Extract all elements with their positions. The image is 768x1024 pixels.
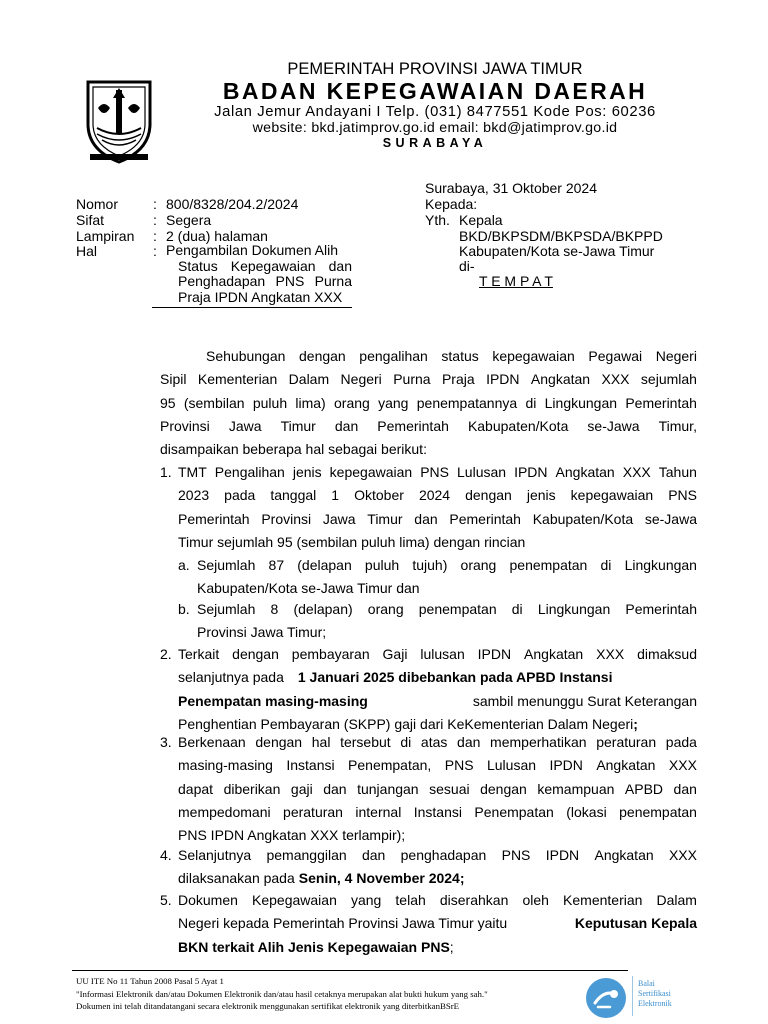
- word: peraturan: [283, 803, 343, 820]
- word: Pemerintah: [625, 601, 697, 617]
- word: penempatan: [509, 557, 588, 573]
- word: Provinsi: [160, 417, 210, 434]
- word: Dalam: [656, 892, 697, 908]
- word: Penempatan,: [348, 757, 432, 774]
- jatim-coat-of-arms-logo: [82, 78, 156, 164]
- item-1-text: [178, 461, 697, 554]
- intro-line: [160, 392, 697, 415]
- word: dan: [334, 417, 359, 434]
- word: dengan: [232, 646, 279, 662]
- item-2-text: [178, 643, 697, 736]
- word: Praja: [441, 371, 475, 388]
- word: tanggal: [270, 487, 317, 504]
- hal-word: Purna: [314, 273, 352, 289]
- word: tunjangan: [357, 780, 419, 797]
- word: puluh: [364, 557, 400, 573]
- word: orang: [367, 601, 404, 617]
- item-line: [178, 844, 697, 867]
- word: Tahun: [658, 464, 697, 480]
- word: Gaji: [382, 646, 408, 662]
- word: atas: [420, 734, 448, 750]
- hal-label: Hal: [76, 243, 98, 259]
- word: peraturan: [596, 734, 657, 750]
- hal-word: Kepegawaian: [230, 257, 316, 274]
- item-line: [178, 731, 697, 754]
- word: Lingkungan: [624, 557, 697, 573]
- word: Timur: [367, 510, 403, 527]
- item-4-text: [178, 844, 697, 891]
- item-1b-text: [197, 598, 697, 645]
- word: tujuh): [412, 557, 448, 573]
- word: XXX: [668, 847, 697, 863]
- word: Purna: [393, 371, 431, 388]
- word: dan: [361, 847, 386, 863]
- word: gaji: [290, 780, 313, 797]
- word: di: [400, 734, 412, 750]
- word: (sembilan: [183, 394, 245, 411]
- word: dengan: [255, 734, 303, 750]
- word: Lulusan: [457, 464, 507, 480]
- lampiran-value: 2 (dua) halaman: [166, 228, 268, 244]
- sifat-label: Sifat: [76, 212, 105, 228]
- word: pemanggilan: [266, 847, 347, 863]
- word: Pemerintah: [625, 394, 697, 411]
- word: di: [600, 557, 612, 573]
- item-5-text: [178, 889, 697, 959]
- word: IPDN: [549, 757, 583, 774]
- word: yang: [350, 892, 382, 908]
- hal-line-1: Pengambilan Dokumen Alih: [166, 242, 338, 258]
- word: 2024: [418, 487, 451, 504]
- word: (lokasi: [566, 803, 607, 820]
- word: mempedomani: [178, 803, 271, 820]
- item-2-pre: selanjutnya pada: [178, 669, 284, 686]
- intro-line: disampaikan beberapa hal sebagai berikut:: [160, 441, 427, 458]
- word: Sehubungan: [206, 348, 286, 364]
- word: Negeri: [655, 348, 697, 364]
- word: dimaksud: [637, 646, 697, 662]
- item-line: [178, 484, 697, 507]
- item-line: [197, 554, 697, 577]
- word: dengan: [299, 348, 346, 364]
- word: Kabupaten/Kota: [532, 510, 634, 527]
- item-4-pre: dilaksanakan pada: [178, 870, 295, 887]
- place-date: Surabaya, 31 Oktober 2024: [425, 180, 598, 196]
- intro-paragraph: [160, 345, 697, 461]
- item-line: Timur sejumlah 95 (sembilan puluh lima) dengan rincian: [178, 533, 526, 550]
- sifat-value: Segera: [166, 212, 212, 228]
- word: Angkatan: [594, 847, 654, 863]
- word: Provinsi: [261, 510, 312, 527]
- bsre-line-3: Elektronik: [638, 999, 672, 1008]
- item-2-end: ;: [633, 715, 638, 732]
- word: dapat: [178, 780, 214, 797]
- word: penempatan: [418, 601, 497, 617]
- word: Angkatan: [596, 757, 656, 774]
- nomor-label: Nomor: [76, 196, 119, 212]
- addressee-tempat: T E M P A T: [479, 273, 553, 289]
- letterhead-city: SURABAYA: [382, 136, 488, 150]
- word: Pemerintah: [178, 510, 250, 527]
- word: TMT: [178, 464, 207, 480]
- letterhead-address: Jalan Jemur Andayani I Telp. (031) 8477551 Kode Pos: 60236: [214, 104, 656, 120]
- item-1-number: 1.: [160, 464, 172, 480]
- item-5-bold-keputusan: Keputusan Kepala: [574, 915, 697, 932]
- item-4-number: 4.: [160, 847, 172, 863]
- item-5-number: 5.: [160, 892, 172, 908]
- word: XXX: [601, 371, 630, 388]
- item-2-line4: Penghentian Pembayaran (SKPP) gaji dari KeKementerian Dalam Negeri: [178, 715, 634, 732]
- word: PNS: [444, 757, 474, 774]
- word: 87: [268, 557, 285, 573]
- hal-colon: :: [153, 243, 157, 259]
- word: 1: [331, 487, 340, 504]
- word: IPDN: [545, 847, 580, 863]
- item-line: [178, 508, 697, 531]
- item-line: [178, 666, 697, 689]
- hal-underline: [152, 307, 352, 308]
- word: XXX: [668, 757, 697, 774]
- word: se-Jawa: [644, 510, 697, 527]
- word: internal: [355, 803, 402, 820]
- nomor-colon: :: [153, 196, 157, 212]
- word: 8: [270, 601, 279, 617]
- item-3-number: 3.: [160, 734, 172, 750]
- word: (delapan): [293, 601, 353, 617]
- item-line: [178, 889, 697, 912]
- addressee-line-1: Kepala: [459, 212, 503, 228]
- word: Terkait: [178, 646, 220, 662]
- item-3-text: [178, 731, 697, 847]
- item-line: Kabupaten/Kota se-Jawa Timur dan: [197, 580, 420, 597]
- word: di: [525, 394, 537, 411]
- word: pada: [665, 734, 697, 750]
- word: puluh: [252, 394, 288, 411]
- item-4-bold-date: Senin, 4 November 2024;: [298, 870, 465, 887]
- item-5-bold-bkn: BKN terkait Alih Jenis Kepegawaian PNS: [178, 938, 450, 955]
- word: Sejumlah: [197, 557, 256, 573]
- word: kepegawaian: [329, 464, 413, 480]
- word: orang: [334, 394, 370, 411]
- word: Timur: [280, 417, 316, 434]
- word: pengalihan: [359, 348, 428, 364]
- word: dan: [414, 510, 438, 527]
- word: dan: [673, 780, 697, 797]
- word: yang: [378, 394, 409, 411]
- word: Dalam: [288, 371, 330, 388]
- letterhead-contact: website: bkd.jatimprov.go.id email: bkd@jatimprov.go.id: [252, 120, 618, 136]
- item-line: [178, 801, 697, 824]
- addressee-line-2: BKD/BKPSDM/BKPSDA/BKPPD: [459, 228, 663, 244]
- hal-line-2: [166, 259, 352, 275]
- letterhead-government: PEMERINTAH PROVINSI JAWA TIMUR: [287, 60, 583, 78]
- sifat-colon: :: [153, 212, 157, 228]
- item-5-pre: Negeri kepada Pemerintah Provinsi Jawa Timur yaitu: [178, 915, 508, 932]
- word: memperhatikan: [490, 734, 587, 750]
- word: Sejumlah: [197, 601, 256, 617]
- word: penempatannya: [416, 394, 518, 411]
- bsre-line-1: Balai: [638, 979, 655, 988]
- word: masing-masing: [178, 757, 273, 774]
- word: PNS: [668, 487, 697, 504]
- word: APBD: [624, 780, 664, 797]
- word: Jawa: [228, 417, 262, 434]
- word: IPDN: [477, 646, 512, 662]
- word: Berkenaan: [178, 734, 246, 750]
- bsre-divider: [632, 976, 633, 1016]
- item-line: [178, 643, 697, 666]
- bsre-line-2: Sertifikasi: [638, 989, 671, 998]
- intro-line: [160, 345, 697, 368]
- word: Kementerian: [197, 371, 278, 388]
- word: telah: [395, 892, 426, 908]
- word: penghadapan: [400, 847, 487, 863]
- word: status: [441, 348, 479, 364]
- footer-law: UU ITE No 11 Tahun 2008 Pasal 5 Ayat 1: [76, 976, 224, 986]
- word: PNS: [420, 464, 449, 480]
- word: Kementerian: [563, 892, 643, 908]
- item-1b-label: b.: [178, 601, 190, 617]
- word: lima): [295, 394, 326, 411]
- word: IPDN: [486, 371, 520, 388]
- addressee-line-4: di-: [459, 258, 475, 274]
- word: 95: [160, 394, 176, 411]
- item-line: [178, 461, 697, 484]
- word: (delapan: [297, 557, 352, 573]
- word: diserahkan: [439, 892, 509, 908]
- hal-value: [166, 243, 352, 305]
- word: di: [511, 601, 523, 617]
- word: kepegawaian: [570, 487, 654, 504]
- word: kepegawaian: [492, 348, 575, 364]
- kepada-label: Kepada:: [425, 196, 478, 212]
- hal-word: dan: [328, 257, 352, 274]
- word: Angkatan: [555, 464, 615, 480]
- nomor-value: 800/8328/204.2/2024: [166, 196, 299, 212]
- lampiran-colon: :: [153, 228, 157, 244]
- word: pembayaran: [291, 646, 370, 662]
- word: lulusan: [420, 646, 465, 662]
- word: oleh: [522, 892, 549, 908]
- word: Timur,: [658, 417, 697, 434]
- intro-line: [160, 415, 697, 438]
- word: Instansi: [413, 803, 462, 820]
- item-line: PNS IPDN Angkatan XXX terlampir);: [178, 827, 406, 844]
- hal-line-3: [166, 274, 352, 290]
- word: orang: [460, 557, 497, 573]
- item-2-number: 2.: [160, 646, 172, 662]
- intro-line: [160, 368, 697, 391]
- word: sejumlah: [640, 371, 697, 388]
- yth-label: Yth.: [425, 212, 450, 228]
- hal-word: PNS: [275, 273, 305, 289]
- word: dan: [457, 734, 481, 750]
- word: Kepegawaian: [252, 892, 337, 908]
- word: dengan: [480, 780, 527, 797]
- word: jenis: [292, 464, 322, 480]
- word: Sipil: [160, 371, 187, 388]
- word: Pemerintah: [449, 510, 521, 527]
- word: Angkatan: [530, 371, 591, 388]
- footer-quote: "Informasi Elektronik dan/atau Dokumen Elektronik dan/atau hasil cetaknya merupakan alat bukti hukum yang sah.": [76, 989, 488, 999]
- item-line: [178, 867, 697, 890]
- item-1a-label: a.: [178, 557, 190, 573]
- word: Pegawai: [588, 348, 643, 364]
- item-line: [178, 690, 697, 713]
- footer-signature-note: Dokumen ini telah ditandatangani secara elektronik menggunakan sertifikat elektronik yang diterbitkanBSrE: [76, 1001, 460, 1011]
- word: Penempatan: [474, 803, 554, 820]
- word: Kabupaten/Kota: [467, 417, 569, 434]
- hal-word: Status: [178, 257, 218, 274]
- word: kemampuan: [537, 780, 615, 797]
- word: hal: [311, 734, 331, 750]
- footer-divider: [72, 970, 628, 971]
- item-1a-text: [197, 554, 697, 601]
- item-line: [178, 778, 697, 801]
- word: Instansi: [286, 757, 335, 774]
- lampiran-label: Lampiran: [76, 228, 135, 244]
- word: 2023: [178, 487, 210, 504]
- word: tersebut: [340, 734, 391, 750]
- word: Dokumen: [178, 892, 238, 908]
- word: Pemerintah: [377, 417, 449, 434]
- hal-line-4: Praja IPDN Angkatan XXX: [178, 288, 343, 305]
- bsre-logo-icon: [584, 976, 628, 1020]
- word: XXX: [622, 464, 651, 480]
- word: pada: [224, 487, 256, 504]
- word: Jawa: [322, 510, 356, 527]
- item-5-end: ;: [449, 938, 454, 955]
- word: XXX: [596, 646, 625, 662]
- item-2-bold-penempatan: Penempatan masing-masing: [178, 692, 368, 709]
- word: dengan: [465, 487, 512, 504]
- word: PNS: [501, 847, 531, 863]
- word: Lingkungan: [537, 601, 611, 617]
- word: diberikan: [223, 780, 281, 797]
- word: Negeri: [340, 371, 382, 388]
- word: sesuai: [429, 780, 470, 797]
- item-line: Provinsi Jawa Timur;: [197, 624, 327, 641]
- item-line: [178, 754, 697, 777]
- word: Lulusan: [486, 757, 537, 774]
- word: jenis: [526, 487, 556, 504]
- word: Lingkungan: [544, 394, 618, 411]
- word: Selanjutnya: [178, 847, 252, 863]
- word: IPDN: [514, 464, 548, 480]
- item-2-bold-date: 1 Januari 2025 dibebankan pada APBD Instansi: [297, 669, 613, 686]
- item-line: [197, 598, 697, 621]
- word: Pengalihan: [214, 464, 285, 480]
- word: se-Jawa: [587, 417, 640, 434]
- item-line: [178, 936, 697, 959]
- word: Oktober: [354, 487, 404, 504]
- word: penempatan: [619, 803, 697, 820]
- word: dan: [323, 780, 347, 797]
- addressee-line-3: Kabupaten/Kota se-Jawa Timur: [459, 243, 655, 259]
- letterhead-agency: BADAN KEPEGAWAIAN DAERAH: [222, 78, 648, 104]
- hal-word: Penghadapan: [178, 273, 266, 289]
- item-2-rest: sambil menunggu Surat Keterangan: [472, 692, 697, 709]
- item-line: [178, 912, 697, 935]
- word: Angkatan: [524, 646, 584, 662]
